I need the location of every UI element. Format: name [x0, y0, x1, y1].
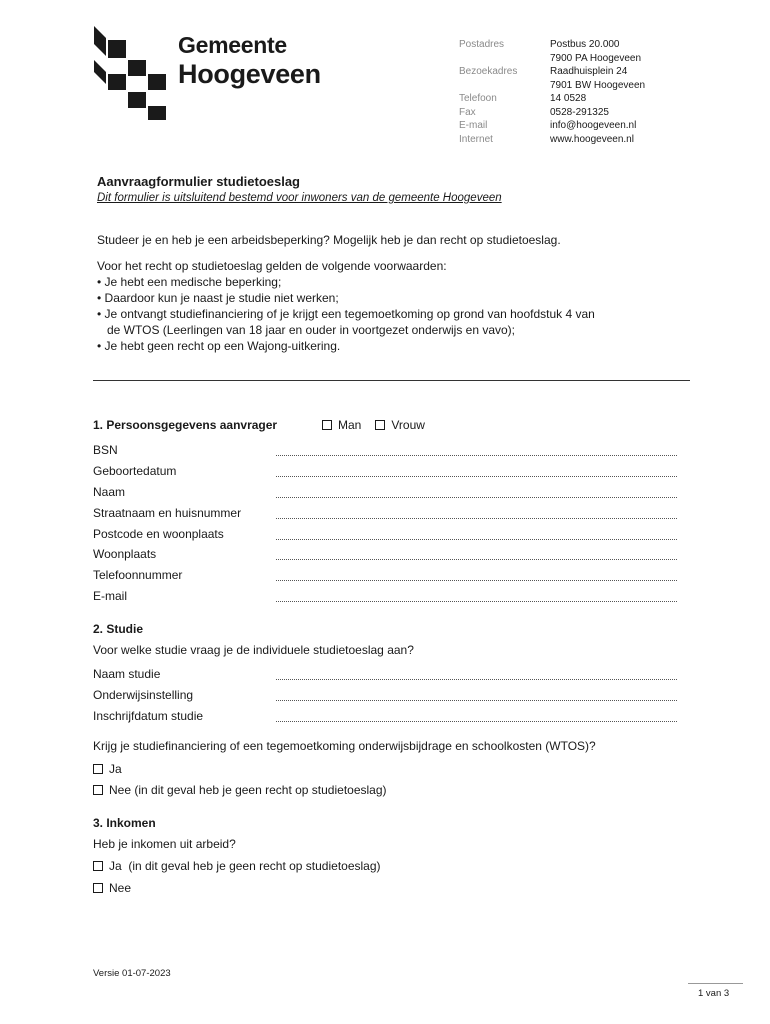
- form-title: Aanvraagformulier studietoeslag: [97, 174, 300, 189]
- checkbox-icon[interactable]: [375, 420, 385, 430]
- contact-value: 0528-291325: [550, 106, 609, 118]
- contact-value: Postbus 20.000: [550, 39, 620, 50]
- field-input-line[interactable]: [276, 700, 677, 701]
- option-label: Ja: [109, 762, 122, 776]
- field-geboortedatum: [93, 464, 677, 480]
- field-input-line[interactable]: [276, 476, 677, 477]
- form-subtitle: Dit formulier is uitsluitend bestemd voor inwoners van de gemeente Hoogeveen: [97, 192, 502, 204]
- contact-row: [459, 65, 645, 79]
- field-postcode: [93, 527, 677, 543]
- field-straatnaam: [93, 506, 677, 522]
- field-input-line[interactable]: [276, 455, 677, 456]
- condition-item: • Je hebt een medische beperking;: [97, 275, 282, 289]
- contact-label: Bezoekadres: [459, 66, 518, 77]
- field-email: [93, 589, 677, 605]
- conditions-block: [97, 258, 595, 354]
- field-input-line[interactable]: [276, 497, 677, 498]
- option-label: Ja (in dit geval heb je geen recht op studietoeslag): [109, 859, 381, 873]
- condition-item: • Je ontvangt studiefinanciering of je krijgt een tegemoetkoming op grond van hoofdstuk 4 van: [97, 307, 595, 321]
- condition-item: • Je hebt geen recht op een Wajong-uitkering.: [97, 339, 341, 353]
- section3-heading: 3. Inkomen: [93, 816, 156, 830]
- contact-label: [459, 79, 550, 93]
- field-inschrijfdatum: [93, 709, 677, 725]
- field-label: Postcode en woonplaats: [93, 527, 224, 541]
- contact-label: Internet: [459, 133, 493, 145]
- field-input-line[interactable]: [276, 518, 677, 519]
- option-label: Nee: [109, 881, 132, 895]
- contact-value: 7901 BW Hoogeveen: [550, 79, 646, 91]
- section1-heading: 1. Persoonsgegevens aanvrager: [93, 418, 278, 432]
- contact-value: 7900 PA Hoogeveen: [550, 52, 642, 64]
- option-label: Vrouw: [391, 418, 425, 432]
- contact-value: Raadhuisplein 24: [550, 66, 628, 77]
- contact-label: E-mail: [459, 120, 488, 131]
- field-label: Inschrijfdatum studie: [93, 709, 204, 723]
- conditions-intro: Voor het recht op studietoeslag gelden de volgende voorwaarden:: [97, 259, 447, 273]
- logo-mark-icon: [92, 26, 172, 122]
- contact-website[interactable]: www.hoogeveen.nl: [550, 133, 634, 145]
- field-onderwijsinstelling: [93, 688, 677, 704]
- contact-value: 14 0528: [550, 93, 587, 104]
- section2-heading: 2. Studie: [93, 622, 144, 636]
- contact-label: Postadres: [459, 39, 505, 50]
- contact-label: Fax: [459, 106, 476, 118]
- field-label: Woonplaats: [93, 547, 157, 561]
- field-label: Naam studie: [93, 667, 161, 681]
- contact-label: Telefoon: [459, 93, 497, 104]
- wtos-option-nee[interactable]: [93, 783, 387, 797]
- field-input-line[interactable]: [276, 601, 677, 602]
- intro-text: Studeer je en heb je een arbeidsbeperking? Mogelijk heb je dan recht op studietoeslag.: [97, 233, 561, 247]
- field-label: Telefoonnummer: [93, 568, 183, 582]
- checkbox-icon[interactable]: [93, 861, 103, 871]
- field-naam-studie: [93, 667, 677, 683]
- field-input-line[interactable]: [276, 539, 677, 540]
- section2-question2: Krijg je studiefinanciering of een tegemoetkoming onderwijsbijdrage en schoolkosten (WTOS)?: [93, 739, 596, 753]
- page-number: 1 van 3: [698, 988, 730, 999]
- field-label: Onderwijsinstelling: [93, 688, 194, 702]
- contact-row: [459, 79, 645, 93]
- field-input-line[interactable]: [276, 679, 677, 680]
- contact-row: [459, 38, 645, 52]
- contact-email[interactable]: info@hoogeveen.nl: [550, 120, 637, 131]
- checkbox-icon[interactable]: [93, 883, 103, 893]
- inkomen-option-nee[interactable]: [93, 881, 131, 895]
- field-label: Naam: [93, 485, 126, 499]
- inkomen-option-ja[interactable]: [93, 859, 381, 873]
- field-bsn: [93, 443, 677, 459]
- field-input-line[interactable]: [276, 721, 677, 722]
- option-label: Nee (in dit geval heb je geen recht op studietoeslag): [109, 783, 387, 797]
- field-telefoonnummer: [93, 568, 677, 584]
- option-label: Man: [338, 418, 362, 432]
- gender-option-vrouw[interactable]: [375, 418, 425, 432]
- gemeente-logo: [92, 26, 342, 126]
- field-label: BSN: [93, 443, 118, 457]
- checkbox-icon[interactable]: [93, 785, 103, 795]
- contact-row: [459, 119, 645, 133]
- contact-block: [459, 38, 645, 146]
- contact-row: [459, 52, 645, 66]
- checkbox-icon[interactable]: [93, 764, 103, 774]
- divider: [93, 380, 690, 381]
- field-label: Geboortedatum: [93, 464, 177, 478]
- gender-options: [322, 418, 425, 432]
- condition-item: • Daardoor kun je naast je studie niet werken;: [97, 291, 339, 305]
- section2-question: Voor welke studie vraag je de individuele studietoeslag aan?: [93, 643, 414, 657]
- field-label: Straatnaam en huisnummer: [93, 506, 242, 520]
- field-input-line[interactable]: [276, 580, 677, 581]
- wtos-option-ja[interactable]: [93, 762, 122, 776]
- section3-question: Heb je inkomen uit arbeid?: [93, 837, 236, 851]
- field-label: E-mail: [93, 589, 128, 603]
- footer-divider: [688, 983, 743, 984]
- field-input-line[interactable]: [276, 559, 677, 560]
- contact-label: [459, 52, 550, 66]
- condition-item: de WTOS (Leerlingen van 18 jaar en ouder in voortgezet onderwijs en vavo);: [97, 323, 516, 337]
- checkbox-icon[interactable]: [322, 420, 332, 430]
- contact-row: [459, 92, 645, 106]
- field-naam: [93, 485, 677, 501]
- gender-option-man[interactable]: [322, 418, 361, 432]
- logo-text-line1: Gemeente: [178, 32, 287, 58]
- version-label: Versie 01-07-2023: [93, 968, 171, 979]
- contact-row: [459, 133, 645, 147]
- field-woonplaats: [93, 547, 677, 563]
- logo-text-line2: Hoogeveen: [178, 59, 321, 89]
- contact-row: [459, 106, 645, 120]
